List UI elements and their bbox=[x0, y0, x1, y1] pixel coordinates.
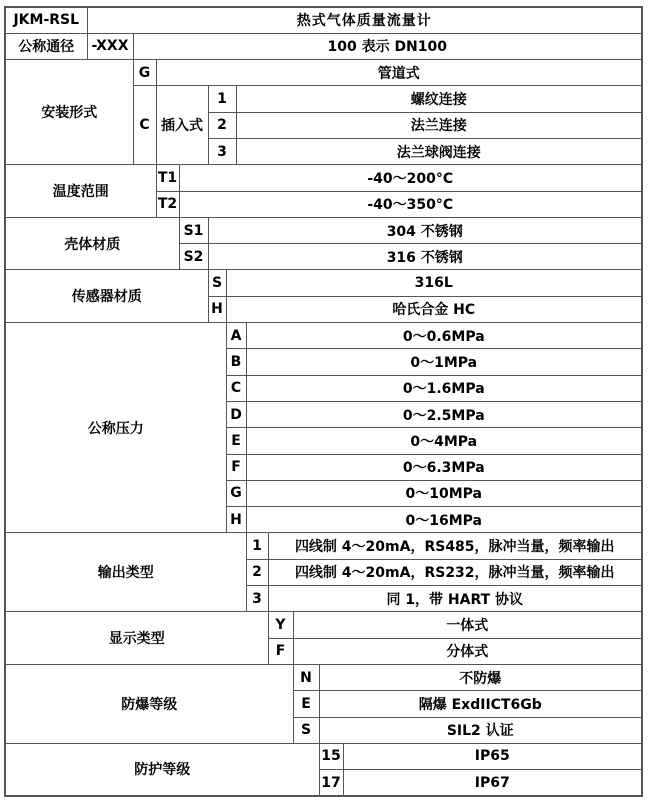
output-option-code: 3 bbox=[246, 586, 268, 612]
explosion-option-code: S bbox=[293, 717, 319, 743]
install-insert-option-code: 1 bbox=[208, 86, 236, 112]
pressure-option-value: 0～16MPa bbox=[246, 507, 642, 533]
explosion-option-value: 不防爆 bbox=[319, 664, 642, 690]
protection-option-value: IP65 bbox=[343, 743, 642, 769]
diameter-label: 公称通径 bbox=[5, 33, 87, 59]
install-pipe-value: 管道式 bbox=[156, 60, 642, 86]
pressure-option-code: H bbox=[226, 507, 246, 533]
sensor-option-code: S bbox=[208, 270, 226, 296]
pressure-option-value: 0～1.6MPa bbox=[246, 375, 642, 401]
install-insert-label: 插入式 bbox=[156, 86, 208, 165]
output-option-value: 四线制 4～20mA，RS232，脉冲当量，频率输出 bbox=[268, 559, 642, 585]
shell-option-value: 316 不锈钢 bbox=[208, 244, 642, 270]
display-option-code: F bbox=[268, 638, 293, 664]
sensor-label: 传感器材质 bbox=[5, 270, 208, 323]
pressure-option-value: 0～10MPa bbox=[246, 480, 642, 506]
product-title: 热式气体质量流量计 bbox=[87, 7, 642, 33]
sensor-option-code: H bbox=[208, 296, 226, 322]
install-insert-option-value: 法兰球阀连接 bbox=[236, 138, 642, 164]
install-insert-option-value: 螺纹连接 bbox=[236, 86, 642, 112]
spec-table bbox=[4, 6, 643, 797]
install-pipe-code: G bbox=[133, 60, 156, 86]
pressure-option-code: A bbox=[226, 323, 246, 349]
display-option-value: 分体式 bbox=[293, 638, 642, 664]
pressure-option-code: G bbox=[226, 480, 246, 506]
shell-option-code: S1 bbox=[179, 217, 208, 243]
explosion-option-value: 隔爆 ExdIICT6Gb bbox=[319, 691, 642, 717]
pressure-option-code: F bbox=[226, 454, 246, 480]
install-insert-option-value: 法兰连接 bbox=[236, 112, 642, 138]
shell-option-value: 304 不锈钢 bbox=[208, 217, 642, 243]
pressure-option-value: 0～4MPa bbox=[246, 428, 642, 454]
explosion-option-code: N bbox=[293, 664, 319, 690]
protection-option-value: IP67 bbox=[343, 770, 642, 796]
output-option-code: 2 bbox=[246, 559, 268, 585]
output-label: 输出类型 bbox=[5, 533, 246, 612]
output-option-value: 四线制 4～20mA，RS485，脉冲当量，频率输出 bbox=[268, 533, 642, 559]
pressure-option-value: 0～6.3MPa bbox=[246, 454, 642, 480]
pressure-label: 公称压力 bbox=[5, 323, 226, 533]
shell-option-code: S2 bbox=[179, 244, 208, 270]
explosion-option-value: SIL2 认证 bbox=[319, 717, 642, 743]
display-option-code: Y bbox=[268, 612, 293, 638]
install-insert-code: C bbox=[133, 86, 156, 165]
pressure-option-code: B bbox=[226, 349, 246, 375]
display-label: 显示类型 bbox=[5, 612, 268, 665]
shell-label: 壳体材质 bbox=[5, 217, 179, 270]
temperature-option-code: T1 bbox=[156, 165, 179, 191]
protection-option-code: 15 bbox=[319, 743, 343, 769]
output-option-code: 1 bbox=[246, 533, 268, 559]
model-code: JKM-RSL bbox=[5, 7, 87, 33]
pressure-option-value: 0～2.5MPa bbox=[246, 401, 642, 427]
temperature-label: 温度范围 bbox=[5, 165, 156, 218]
sensor-option-value: 316L bbox=[226, 270, 642, 296]
sensor-option-value: 哈氏合金 HC bbox=[226, 296, 642, 322]
pressure-option-value: 0～1MPa bbox=[246, 349, 642, 375]
diameter-code: -XXX bbox=[87, 33, 133, 59]
install-insert-option-code: 2 bbox=[208, 112, 236, 138]
pressure-option-code: E bbox=[226, 428, 246, 454]
explosion-option-code: E bbox=[293, 691, 319, 717]
diameter-value: 100 表示 DN100 bbox=[133, 33, 642, 59]
temperature-option-value: -40～200°C bbox=[179, 165, 642, 191]
pressure-option-code: C bbox=[226, 375, 246, 401]
install-label: 安装形式 bbox=[5, 60, 133, 165]
pressure-option-value: 0～0.6MPa bbox=[246, 323, 642, 349]
output-option-value: 同 1，带 HART 协议 bbox=[268, 586, 642, 612]
temperature-option-value: -40～350°C bbox=[179, 191, 642, 217]
protection-label: 防护等级 bbox=[5, 743, 319, 796]
display-option-value: 一体式 bbox=[293, 612, 642, 638]
pressure-option-code: D bbox=[226, 401, 246, 427]
explosion-label: 防爆等级 bbox=[5, 664, 293, 743]
install-insert-option-code: 3 bbox=[208, 138, 236, 164]
protection-option-code: 17 bbox=[319, 770, 343, 796]
temperature-option-code: T2 bbox=[156, 191, 179, 217]
